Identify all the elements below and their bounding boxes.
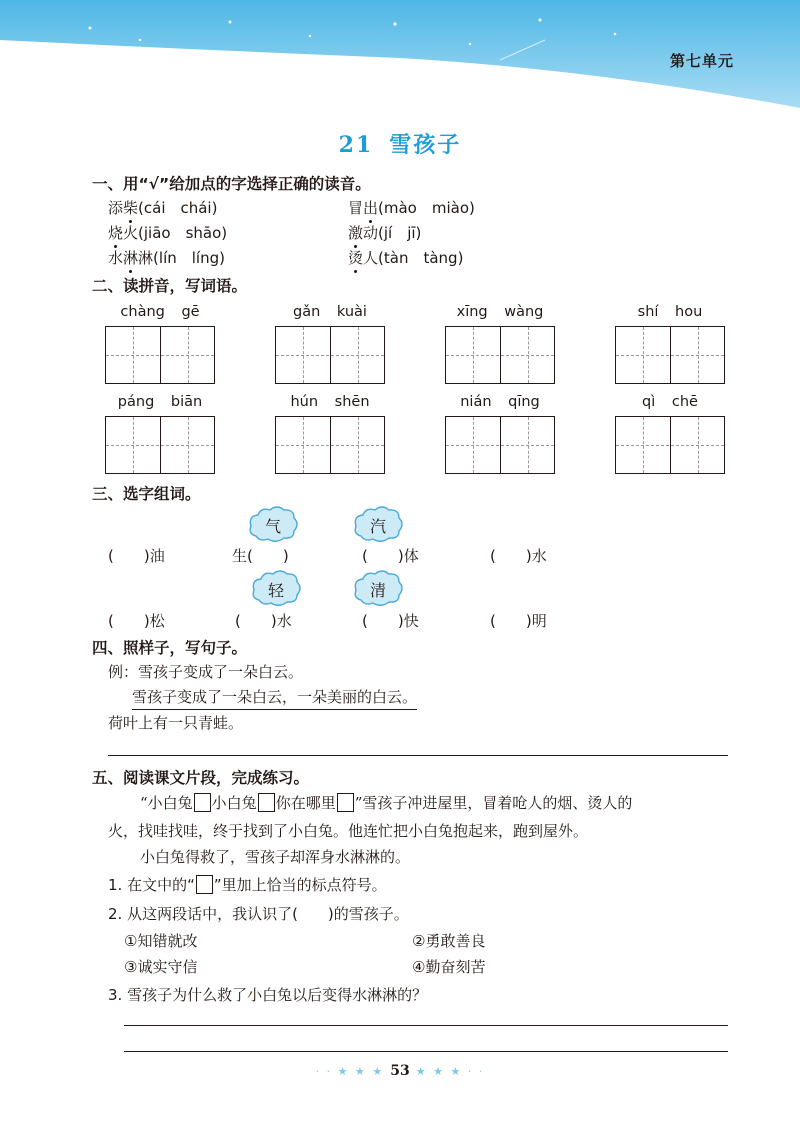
- punct-box[interactable]: [258, 793, 275, 812]
- s3-blank-6[interactable]: ( )水: [235, 612, 292, 630]
- option-1[interactable]: ①知错就改: [124, 932, 198, 950]
- page-number: 53: [390, 1063, 410, 1079]
- s3-blank-1[interactable]: ( )油: [108, 547, 165, 565]
- star-decoration-icon: ★ ★ ★ · ·: [415, 1065, 485, 1078]
- s3-blank-3[interactable]: ( )体: [362, 547, 419, 565]
- passage-line-2: 火，找哇找哇，终于找到了小白兔。他连忙把小白兔抱起来，跑到屋外。: [108, 822, 589, 840]
- writing-grid[interactable]: [105, 416, 215, 474]
- writing-grid[interactable]: [105, 326, 215, 384]
- example-sentence: 例：雪孩子变成了一朵白云。: [108, 663, 304, 681]
- pinyin-2: gǎn kuài: [293, 304, 367, 320]
- lesson-name: 雪孩子: [389, 132, 462, 158]
- passage-line-1: “小白兔 小白兔 你在哪里 ”雪孩子冲进屋里，冒着呛人的烟、烫人的: [140, 794, 633, 812]
- punct-box[interactable]: [194, 793, 211, 812]
- s3-blank-2[interactable]: 生( ): [232, 547, 289, 565]
- pinyin-6: hún shēn: [290, 394, 370, 410]
- option-4[interactable]: ④勤奋刻苦: [412, 958, 486, 976]
- section-1-heading: 一、用“√”给加点的字选择正确的读音。: [92, 175, 371, 193]
- answer-line[interactable]: [124, 1051, 728, 1052]
- cloud-char-qing-clear: 清: [351, 568, 405, 610]
- lesson-title: [0, 128, 800, 159]
- writing-grid[interactable]: [445, 416, 555, 474]
- pinyin-1: chàng gē: [120, 304, 200, 320]
- s1-item-6: 烫人(tàn tàng): [348, 249, 464, 267]
- pinyin-4: shí hou: [637, 304, 703, 320]
- writing-grid[interactable]: [275, 326, 385, 384]
- cloud-char-qi-steam: 汽: [351, 504, 405, 546]
- pinyin-3: xīng wàng: [456, 304, 544, 320]
- writing-grid[interactable]: [615, 326, 725, 384]
- example-answer: 雪孩子变成了一朵白云，一朵美丽的白云。: [132, 686, 417, 710]
- section-2-heading: 二、读拼音，写词语。: [92, 277, 248, 295]
- s1-item-3: 烧火(jiāo shāo): [108, 224, 228, 242]
- cloud-char-qing-light: 轻: [249, 568, 303, 610]
- question-3: 3. 雪孩子为什么救了小白兔以后变得水淋淋的？: [108, 986, 428, 1004]
- option-2[interactable]: ②勇敢善良: [412, 932, 486, 950]
- star-decoration-icon: · · ★ ★ ★: [315, 1065, 385, 1078]
- pinyin-7: nián qīng: [460, 394, 540, 410]
- cloud-char-qi: 气: [246, 504, 300, 546]
- section-4-heading: 四、照样子，写句子。: [92, 639, 248, 657]
- page-footer: [0, 1063, 800, 1079]
- writing-grid[interactable]: [275, 416, 385, 474]
- answer-line[interactable]: [124, 1025, 728, 1026]
- question-1: 1. 在文中的“ ”里加上恰当的标点符号。: [108, 876, 387, 894]
- section-5-heading: 五、阅读课文片段，完成练习。: [92, 769, 310, 787]
- punct-box: [196, 875, 213, 894]
- s1-item-1: 添柴(cái chái): [108, 199, 218, 217]
- s3-blank-5[interactable]: ( )松: [108, 612, 165, 630]
- passage-line-3: 小白兔得救了，雪孩子却浑身水淋淋的。: [140, 848, 411, 866]
- unit-label: 第七单元: [669, 52, 734, 70]
- section-3-heading: 三、选字组词。: [92, 485, 201, 503]
- question-2: 2. 从这两段话中，我认识了( )的雪孩子。: [108, 905, 409, 923]
- pinyin-5: páng biān: [117, 394, 203, 410]
- s3-blank-8[interactable]: ( )明: [490, 612, 547, 630]
- lesson-number: 21: [338, 132, 374, 158]
- page-header: [0, 0, 800, 118]
- s1-item-2: 冒出(mào miào): [348, 199, 475, 217]
- punct-box[interactable]: [337, 793, 354, 812]
- pinyin-8: qì chē: [642, 394, 698, 410]
- sentence-prompt: 荷叶上有一只青蛙。: [108, 714, 244, 732]
- s1-item-5: 水淋淋(lín líng): [108, 249, 225, 267]
- s3-blank-7[interactable]: ( )快: [362, 612, 419, 630]
- s3-blank-4[interactable]: ( )水: [490, 547, 547, 565]
- answer-line[interactable]: [108, 755, 728, 756]
- s1-item-4: 激动(jí jī): [348, 224, 422, 242]
- option-3[interactable]: ③诚实守信: [124, 958, 198, 976]
- writing-grid[interactable]: [615, 416, 725, 474]
- writing-grid[interactable]: [445, 326, 555, 384]
